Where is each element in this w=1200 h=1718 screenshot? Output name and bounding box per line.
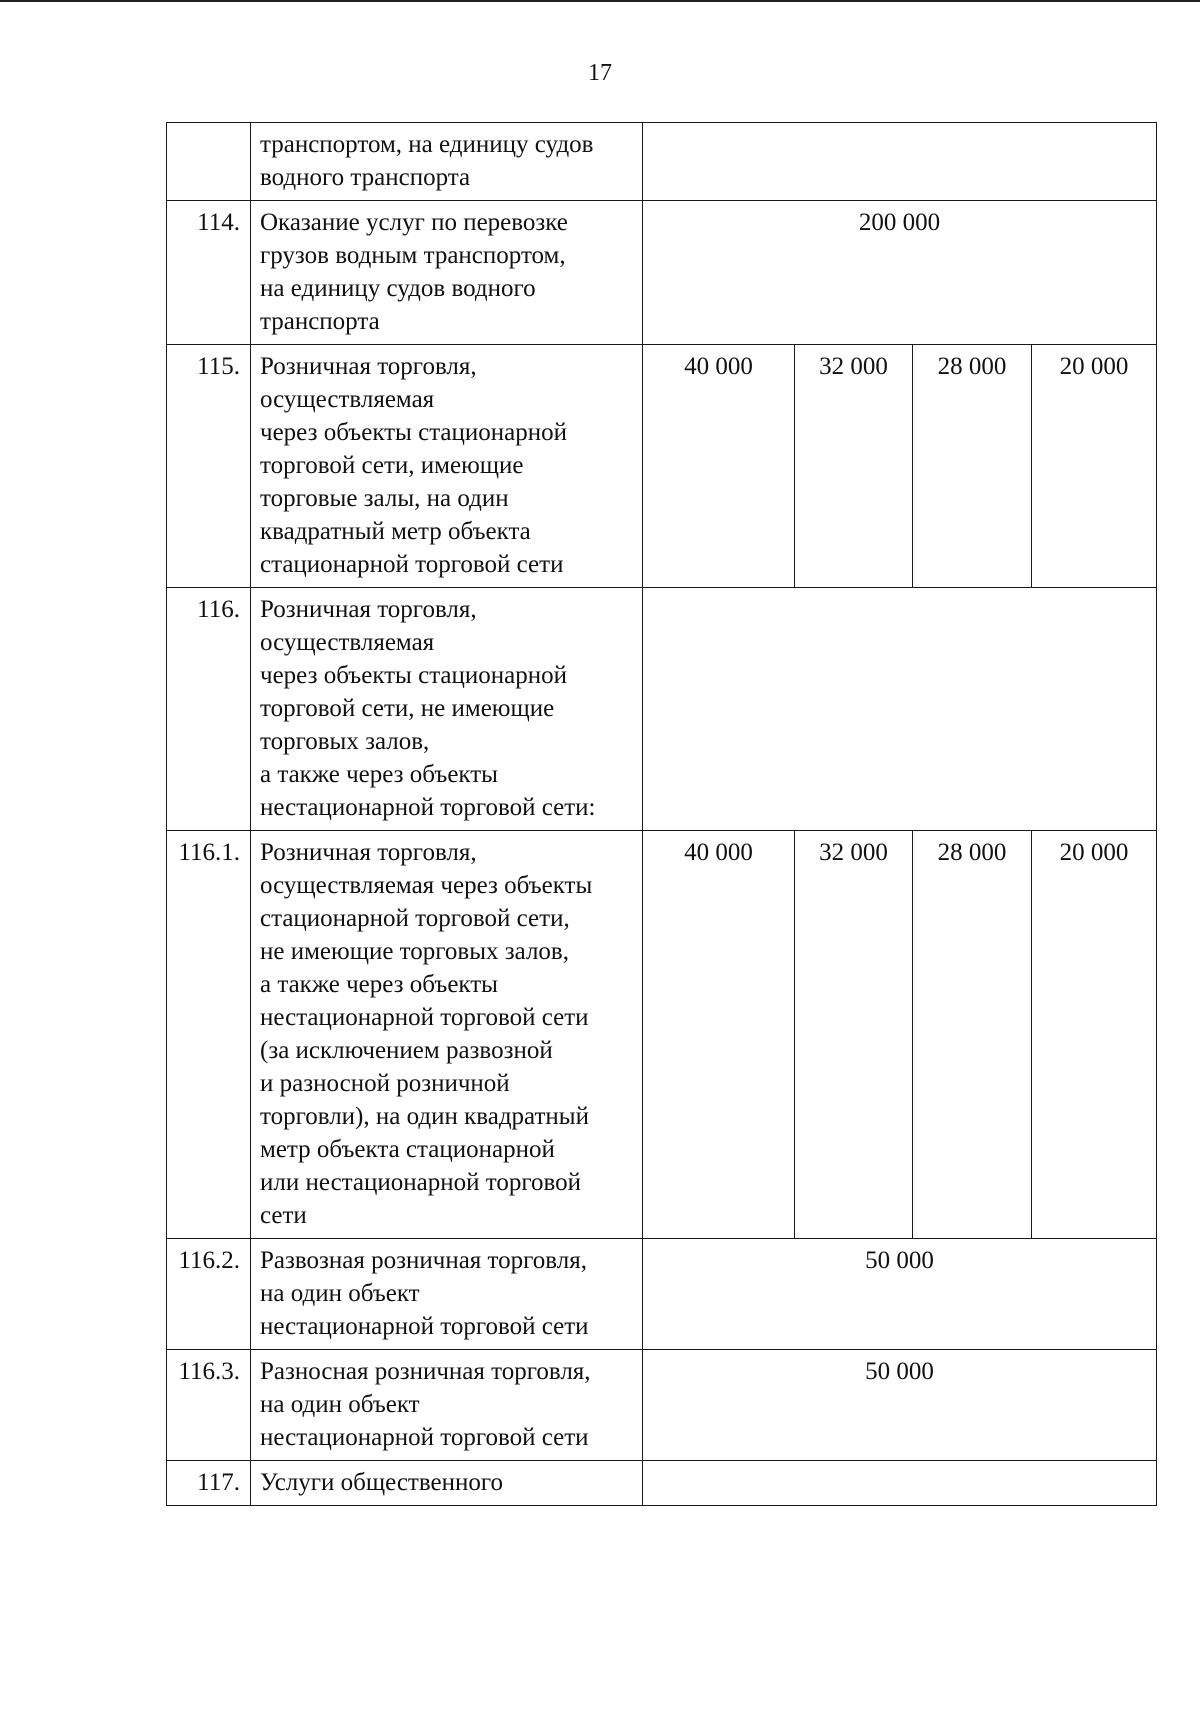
- description-line: транспортом, на единицу судов: [260, 131, 594, 158]
- page-number: 17: [588, 60, 612, 86]
- row-description: [251, 123, 643, 201]
- description-line: торговой сети, имеющие: [260, 452, 524, 479]
- description-line: торговли), на один квадратный: [260, 1103, 589, 1130]
- merged-rate-value: 50 000: [643, 1350, 1157, 1461]
- description-line: через объекты стационарной: [260, 662, 568, 689]
- table-row: [167, 1461, 1157, 1506]
- description-line: квадратный метр объекта: [260, 518, 531, 545]
- table-body: [167, 123, 1157, 1506]
- description-line: и разносной розничной: [260, 1070, 510, 1097]
- description-line: Розничная торговля,: [260, 839, 477, 866]
- table-row: [167, 123, 1157, 201]
- description-line: стационарной торговой сети,: [260, 905, 570, 932]
- row-number: 116.2.: [167, 1239, 251, 1350]
- top-scan-rule: [0, 0, 1200, 2]
- row-number: 117.: [167, 1461, 251, 1506]
- table-row: [167, 345, 1157, 588]
- row-description: [251, 588, 643, 831]
- rate-value: 28 000: [913, 831, 1032, 1239]
- description-line: Услуги общественного: [260, 1469, 504, 1496]
- row-number: 115.: [167, 345, 251, 588]
- merged-rate-value: [643, 123, 1157, 201]
- rate-value: 28 000: [913, 345, 1032, 588]
- row-description: [251, 1239, 643, 1350]
- description-line: а также через объекты: [260, 971, 498, 998]
- description-line: метр объекта стационарной: [260, 1136, 555, 1163]
- row-description: [251, 201, 643, 345]
- rate-value: 20 000: [1032, 831, 1157, 1239]
- description-line: грузов водным транспортом,: [260, 242, 566, 269]
- row-description: [251, 1350, 643, 1461]
- description-line: торговых залов,: [260, 728, 430, 755]
- table-row: [167, 588, 1157, 831]
- description-line: а также через объекты: [260, 761, 498, 788]
- table-row: [167, 201, 1157, 345]
- description-line: на один объект: [260, 1391, 420, 1418]
- rate-value: 40 000: [643, 345, 795, 588]
- description-line: на один объект: [260, 1280, 420, 1307]
- row-description: [251, 345, 643, 588]
- description-line: Разносная розничная торговля,: [260, 1358, 591, 1385]
- description-line: торговой сети, не имеющие: [260, 695, 555, 722]
- table-row: [167, 1239, 1157, 1350]
- description-line: осуществляемая через объекты: [260, 872, 593, 899]
- row-number: 116.3.: [167, 1350, 251, 1461]
- description-line: нестационарной торговой сети: [260, 1004, 589, 1031]
- rate-value: 32 000: [795, 831, 913, 1239]
- description-line: (за исключением развозной: [260, 1037, 553, 1064]
- table-row: [167, 831, 1157, 1239]
- description-line: стационарной торговой сети: [260, 551, 564, 578]
- merged-rate-value: 50 000: [643, 1239, 1157, 1350]
- rate-value: 20 000: [1032, 345, 1157, 588]
- description-line: Розничная торговля,: [260, 353, 477, 380]
- row-number: [167, 123, 251, 201]
- description-line: Развозная розничная торговля,: [260, 1247, 587, 1274]
- merged-rate-value: [643, 1461, 1157, 1506]
- row-description: [251, 1461, 643, 1506]
- row-number: 114.: [167, 201, 251, 345]
- merged-rate-value: [643, 588, 1157, 831]
- description-line: осуществляемая: [260, 386, 435, 413]
- description-line: нестационарной торговой сети:: [260, 794, 596, 821]
- description-line: нестационарной торговой сети: [260, 1424, 589, 1451]
- row-number: 116.: [167, 588, 251, 831]
- description-line: сети: [260, 1202, 307, 1229]
- description-line: осуществляемая: [260, 629, 435, 656]
- description-line: через объекты стационарной: [260, 419, 568, 446]
- tariff-table: [166, 122, 1157, 1506]
- merged-rate-value: 200 000: [643, 201, 1157, 345]
- description-line: Розничная торговля,: [260, 596, 477, 623]
- row-number: 116.1.: [167, 831, 251, 1239]
- description-line: не имеющие торговых залов,: [260, 938, 569, 965]
- rate-value: 40 000: [643, 831, 795, 1239]
- description-line: торговые залы, на один: [260, 485, 509, 512]
- description-line: на единицу судов водного: [260, 275, 536, 302]
- description-line: или нестационарной торговой: [260, 1169, 581, 1196]
- description-line: водного транспорта: [260, 164, 471, 191]
- description-line: Оказание услуг по перевозке: [260, 209, 568, 236]
- description-line: транспорта: [260, 308, 380, 335]
- row-description: [251, 831, 643, 1239]
- table-row: [167, 1350, 1157, 1461]
- rate-value: 32 000: [795, 345, 913, 588]
- description-line: нестационарной торговой сети: [260, 1313, 589, 1340]
